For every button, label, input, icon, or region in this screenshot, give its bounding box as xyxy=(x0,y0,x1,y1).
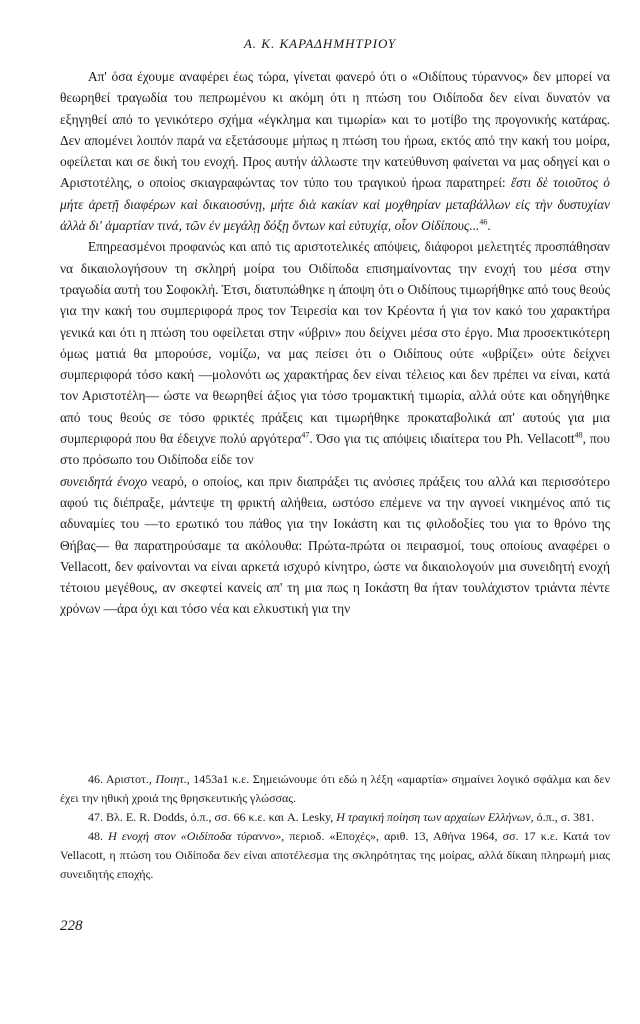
footnote-text: , 1453a1 κ.ε. Σημειώνουμε ότι εδώ η λέξη «αμαρτία» σημαίνει λογικό σφάλμα και δεν έχει την ηθική χροιά της θρησκευτικής γλώσσας. xyxy=(60,772,611,805)
footnote-47 xyxy=(60,808,610,827)
sentence-end: . xyxy=(487,218,491,234)
paragraph-text: νεαρό, ο οποίος, και πριν διαπράξει τις ανόσιες πράξεις του αλλά και περισσότερο αφού τις διέπραξε, μάντεψε τη φρικτή αλήθεια, ωστόσο επέμενε να την αγνοεί νικημένος από τις αδυναμίες του —το ερωτικό του πάθος για την Ιοκάστη και τις φιλοδοξίες του για το θρόνο της Θήβας— θα παρατηρούσαμε τα ακόλουθα: Πρώτα-πρώτα οι πειρασμοί, τους οποίους αναφέρει ο Vellacott, δεν φαίνονται να είναι αρκετά ισχυρό κίνητρο, ώστε να δικαιολογούν μια συνειδητή ενοχή τέτοιου μεγέθους, αν σκεφτεί κανείς απ' τη μια πως η Ιοκάστη θα ήταν τουλάχιστον τριάντα πέντε χρόνων —άρα όχι και τόσο νέα και ελκυστική για την xyxy=(60,473,610,617)
footnote-48 xyxy=(60,827,610,884)
footnote-text: 46. Αριστοτ., xyxy=(88,772,152,786)
footnotes xyxy=(60,770,610,884)
running-head: Α. Κ. ΚΑΡΑΔΗΜΗΤΡΙΟΥ xyxy=(243,36,397,51)
emphasis: συνειδητά ένοχο xyxy=(60,473,148,489)
footnote-title: Η ενοχή στον «Οιδίποδα τύραννο» xyxy=(108,829,282,843)
footnote-title: Η τραγική ποίηση των αρχαίων Ελλήνων xyxy=(336,810,531,824)
footnote-ref[interactable]: 48 xyxy=(574,430,583,440)
footnote-text: 47. Βλ. E. R. Dodds, ό.π., σσ. 66 κ.ε. και A. Lesky, xyxy=(88,810,334,824)
paragraph xyxy=(60,66,610,236)
footnote-46 xyxy=(60,770,610,808)
footnote-text: 48. xyxy=(88,829,103,843)
paragraph-text: Απ' όσα έχουμε αναφέρει έως τώρα, γίνεται φανερό ότι ο «Οιδίπους τύραννος» δεν μπορεί να θεωρηθεί τραγωδία του πεπρωμένου κι ακόμη ότι η πτώση του Οιδίποδα δεν είναι δυνατόν να εξηγηθεί από το γενικότερο σχήμα «έγκλημα και τιμωρία» και το μοτίβο της προγονικής κατάρας. Δεν απομένει λοιπόν παρά να εξετάσουμε μήπως η πτώση του ήρωα, εκτός από την κακή του μοίρα, οφείλεται και σε δική του ενοχή. Προς αυτήν άλλωστε την κατεύθυνση φαίνεται να μας οδηγεί και ο Αριστοτέλης, ο οποίος σκιαγραφώντας τον τύπο του τραγικού ήρωα παρατηρεί: xyxy=(60,69,610,191)
body-text xyxy=(60,66,610,620)
page-number: 228 xyxy=(60,918,83,934)
paragraph-text: Επηρεασμένοι προφανώς και από τις αριστοτελικές απόψεις, διάφοροι μελετητές προσπάθησαν να δικαιολογήσουν τη σκληρή μοίρα του Οιδίποδα επισημαίνοντας την ενοχή του μέσα στην τραγωδία αυτή του Σοφοκλή. Έτσι, διατυπώθηκε η άποψη ότι ο Οιδίπους τιμωρήθηκε από τους θεούς για την κακή του συμπεριφορά προς τον Τειρεσία και τον Κρέοντα ή για τον κακό του χαρακτήρα γενικά και ότι η πτώση του οφείλεται στην «ύβριν» που δείχνει μέσα στο έργο. Μια προσεκτικότερη όμως ματιά θα μπορούσε, νομίζω, να μας πείσει ότι ο Οιδίπους ούτε «υβρίζει» ούτε δείχνει συμπεριφορά τόσο κακή —μολονότι ως χαρακτήρας δεν είναι τέλειος και δεν πρέπει να είναι, κατά τον Αριστοτέλη— ώστε να θεωρηθεί άξιος για τόσο τρομακτική τιμωρία, αλλά ούτε και οδηγήθηκε από τους θεούς σε τόσο φρικτές πράξεις και τιμωρήθηκε προκαταβολικά απ' αυτούς για μια συμπεριφορά που θα έδειχνε πολύ αργότερα xyxy=(60,239,610,447)
footnote-title: Ποιητ. xyxy=(155,772,187,786)
paragraph-text: , που στο πρόσωπο του Οιδίποδα είδε τον xyxy=(60,431,610,468)
paragraph xyxy=(60,236,610,619)
footnote-ref[interactable]: 46 xyxy=(479,217,488,227)
footnote-text: , περιοδ. «Εποχές», αριθ. 13, Αθήνα 1964, σσ. 17 κ.ε. Κατά τον Vellacott, η πτώση του Οιδίποδα δεν είναι αποτέλεσμα της σκληρότητας της μοίρας, αλλά δίκαιη πληρωμή μιας συνειδητής εποχής. xyxy=(60,829,611,881)
aristotle-quote: ἔστι δὲ τοιοῦτος ὁ μήτε ἀρετῇ διαφέρων καὶ δικαιοσύνῃ, μήτε διὰ κακίαν καὶ μοχθηρίαν μεταβάλλων εἰς τὴν δυστυχίαν ἀλλὰ δι' ἁμαρτίαν τινά, τῶν ἐν μεγάλῃ δόξῃ ὄντων καὶ εὐτυχίᾳ, οἷον Οἰδίπους... xyxy=(60,175,610,234)
footnote-text: , ό.π., σ. 381. xyxy=(530,810,595,824)
paragraph-text: . Όσο για τις απόψεις ιδιαίτερα του Ph. Vellacott xyxy=(309,431,575,447)
footnote-ref[interactable]: 47 xyxy=(301,430,310,440)
